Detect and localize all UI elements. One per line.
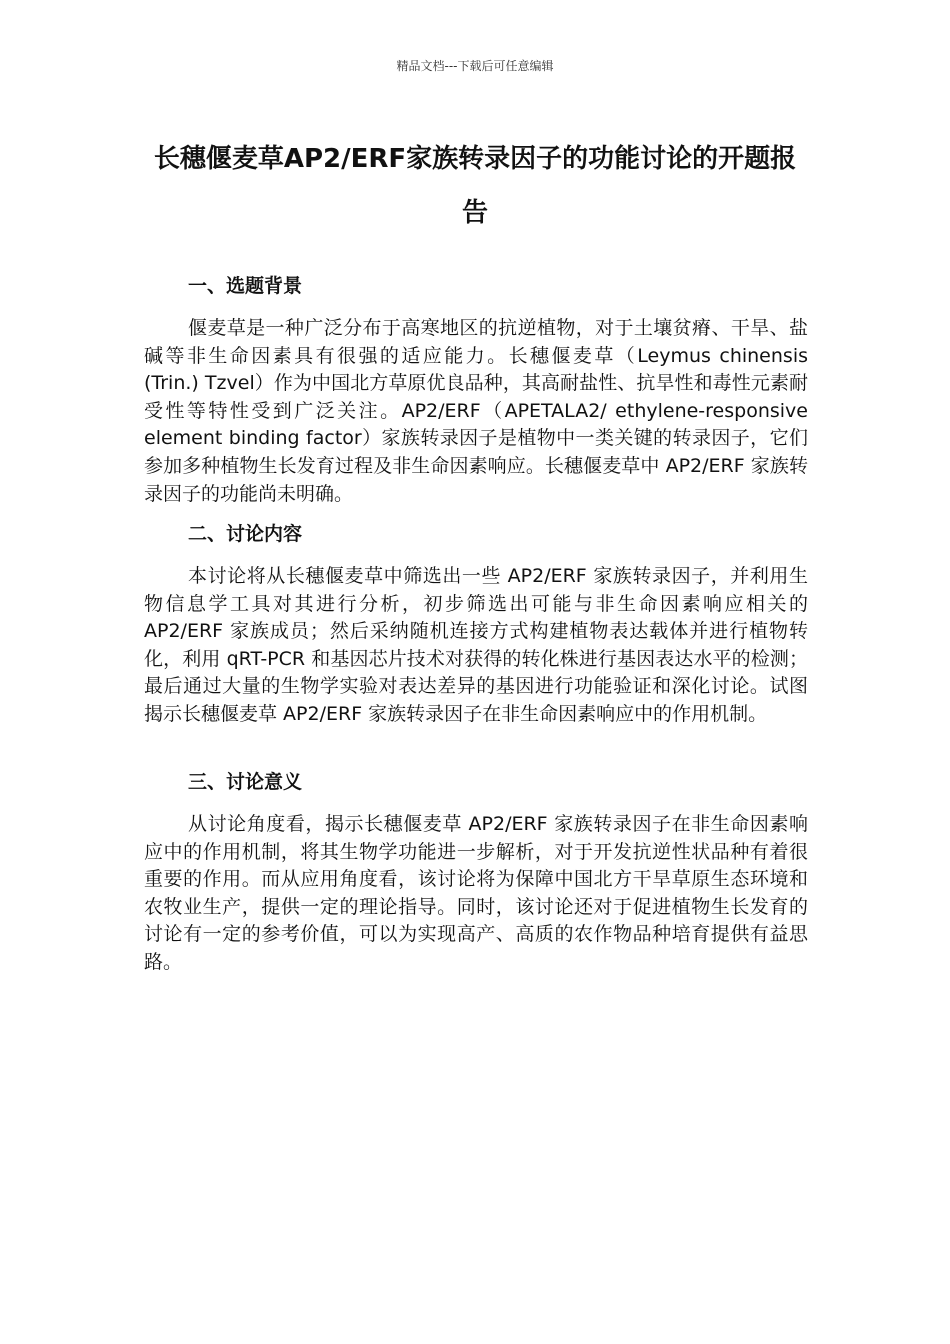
paragraph-content: 本讨论将从长穗偃麦草中筛选出一些 AP2/ERF 家族转录因子，并利用生物信息学工具对其进行分析，初步筛选出可能与非生命因素响应相关的 AP2/ERF 家族成员；然后采纳随机连接方式构建植物表达载体并进行植物转化，利用 qRT-PCR 和基因芯片技术对获得的转化株进行基因表达水平的检测；最后通过大量的生物学实验对表达差异的基因进行功能验证和深化讨论。试图揭示长穗偃麦草 AP2/ERF 家族转录因子在非生命因素响应中的作用机制。 [144, 565, 808, 725]
section-heading-background: 一、选题背景 [188, 275, 303, 297]
document-title: 长穗偃麦草AP2/ERF家族转录因子的功能讨论的开题报告 [153, 144, 797, 228]
paragraph-background: 偃麦草是一种广泛分布于高寒地区的抗逆植物，对于土壤贫瘠、干旱、盐碱等非生命因素具有很强的适应能力。长穗偃麦草（Leymus chinensis (Trin.) Tzvel）作为中国北方草原优良品种，其高耐盐性、抗旱性和毒性元素耐受性等特性受到广泛关注。AP2/ERF（APETALA2/ ethylene-responsive element binding factor）家族转录因子是植物中一类关键的转录因子，它们参加多种植物生长发育过程及非生命因素响应。长穗偃麦草中 AP2/ERF 家族转录因子的功能尚未明确。 [144, 317, 808, 505]
header-note: 精品文档---下载后可任意编辑 [396, 59, 554, 73]
paragraph-significance: 从讨论角度看，揭示长穗偃麦草 AP2/ERF 家族转录因子在非生命因素响应中的作用机制，将其生物学功能进一步解析，对于开发抗逆性状品种有着很重要的作用。而从应用角度看，该讨论将为保障中国北方干旱草原生态环境和农牧业生产，提供一定的理论指导。同时，该讨论还对于促进植物生长发育的讨论有一定的参考价值，可以为实现高产、高质的农作物品种培育提供有益思路。 [144, 813, 808, 973]
section-heading-content: 二、讨论内容 [188, 523, 303, 545]
section-heading-significance: 三、讨论意义 [188, 771, 303, 793]
